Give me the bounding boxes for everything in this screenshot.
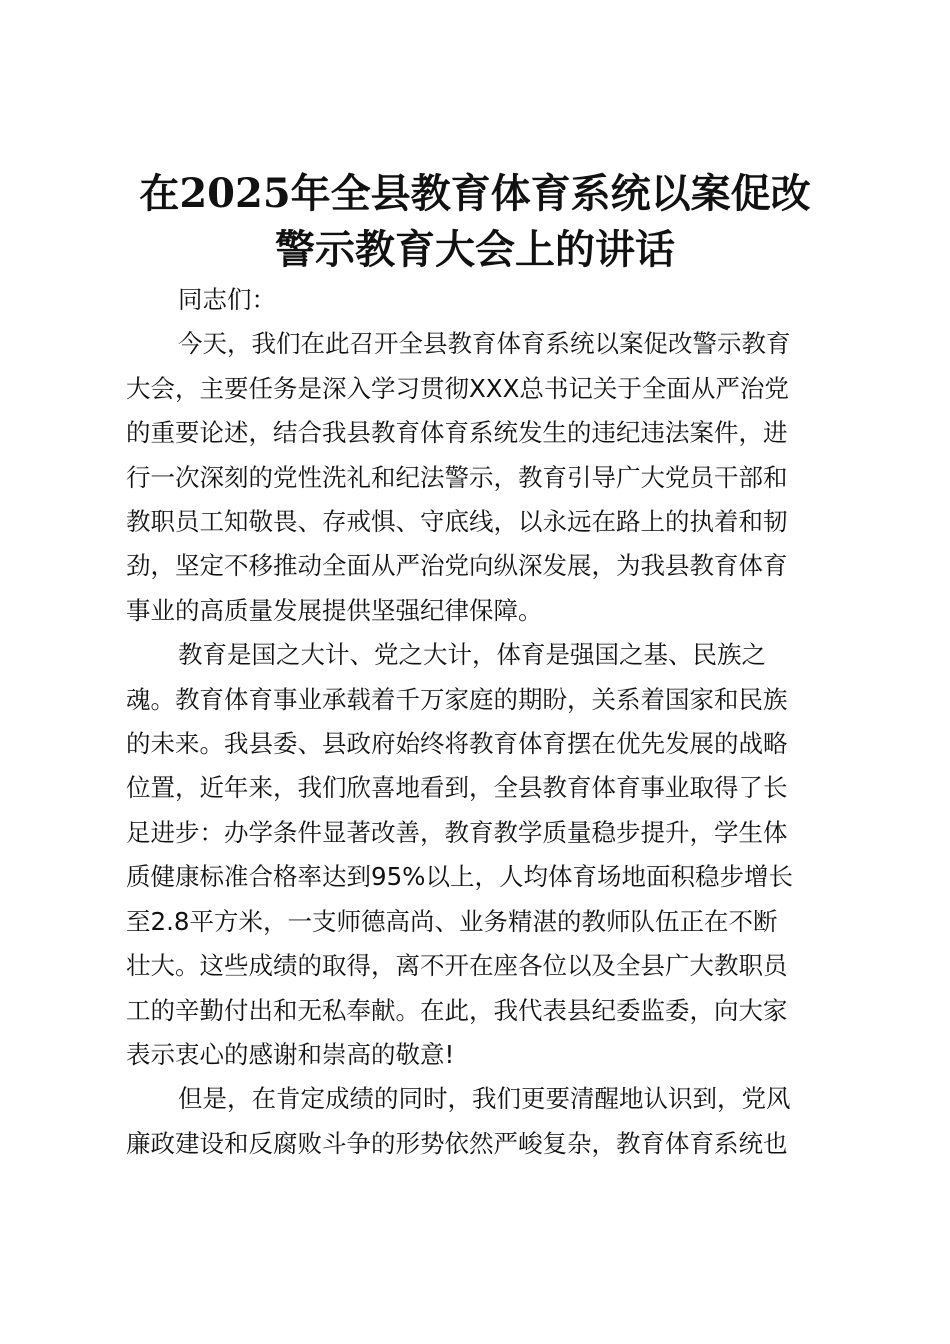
paragraph-line: 魂。教育体育事业承载着千万家庭的期盼，关系着国家和民族 bbox=[126, 684, 788, 714]
paragraph-line: 行一次深刻的党性洗礼和纪法警示，教育引导广大党员干部和 bbox=[126, 462, 788, 492]
paragraph-line: 质健康标准合格率达到95%以上，人均体育场地面积稳步增长 bbox=[126, 862, 793, 892]
paragraph-line: 的未来。我县委、县政府始终将教育体育摆在优先发展的战略 bbox=[126, 729, 788, 759]
paragraph-line: 教职员工知敬畏、存戒惧、守底线，以永远在路上的执着和韧 bbox=[126, 507, 788, 537]
title-line-1: 在2025年全县教育体育系统以案促改 bbox=[139, 170, 811, 217]
paragraph-1 bbox=[126, 322, 830, 633]
paragraph-line: 至2.8平方米，一支师德高尚、业务精湛的教师队伍正在不断 bbox=[126, 906, 778, 936]
paragraph-line: 足进步：办学条件显著改善，教育教学质量稳步提升，学生体 bbox=[126, 817, 788, 847]
paragraph-line: 的重要论述，结合我县教育体育系统发生的违纪违法案件，进 bbox=[126, 418, 788, 448]
paragraph-3 bbox=[126, 1077, 830, 1166]
paragraph-line: 壮大。这些成绩的取得，离不开在座各位以及全县广大教职员 bbox=[126, 951, 788, 981]
paragraph-line: 表示衷心的感谢和崇高的敬意! bbox=[126, 1039, 455, 1069]
salutation bbox=[126, 278, 830, 322]
document-title bbox=[110, 166, 840, 278]
paragraph-line: 但是，在肯定成绩的同时，我们更要清醒地认识到，党风 bbox=[178, 1084, 791, 1114]
paragraph-line: 事业的高质量发展提供坚强纪律保障。 bbox=[126, 595, 543, 625]
paragraph-line: 今天，我们在此召开全县教育体育系统以案促改警示教育 bbox=[178, 329, 791, 359]
title-line-2: 警示教育大会上的讲话 bbox=[275, 226, 675, 273]
paragraph-2 bbox=[126, 633, 830, 1077]
salutation-text: 同志们： bbox=[178, 285, 276, 314]
paragraph-line: 教育是国之大计、党之大计，体育是强国之基、民族之 bbox=[178, 640, 766, 670]
paragraph-line: 大会，主要任务是深入学习贯彻XXX总书记关于全面从严治党 bbox=[126, 373, 789, 403]
paragraph-line: 廉政建设和反腐败斗争的形势依然严峻复杂，教育体育系统也 bbox=[126, 1128, 788, 1158]
paragraph-line: 位置，近年来，我们欣喜地看到，全县教育体育事业取得了长 bbox=[126, 773, 788, 803]
paragraph-line: 劲，坚定不移推动全面从严治党向纵深发展，为我县教育体育 bbox=[126, 551, 788, 581]
document-body bbox=[126, 278, 830, 1166]
paragraph-line: 工的辛勤付出和无私奉献。在此，我代表县纪委监委，向大家 bbox=[126, 995, 788, 1025]
